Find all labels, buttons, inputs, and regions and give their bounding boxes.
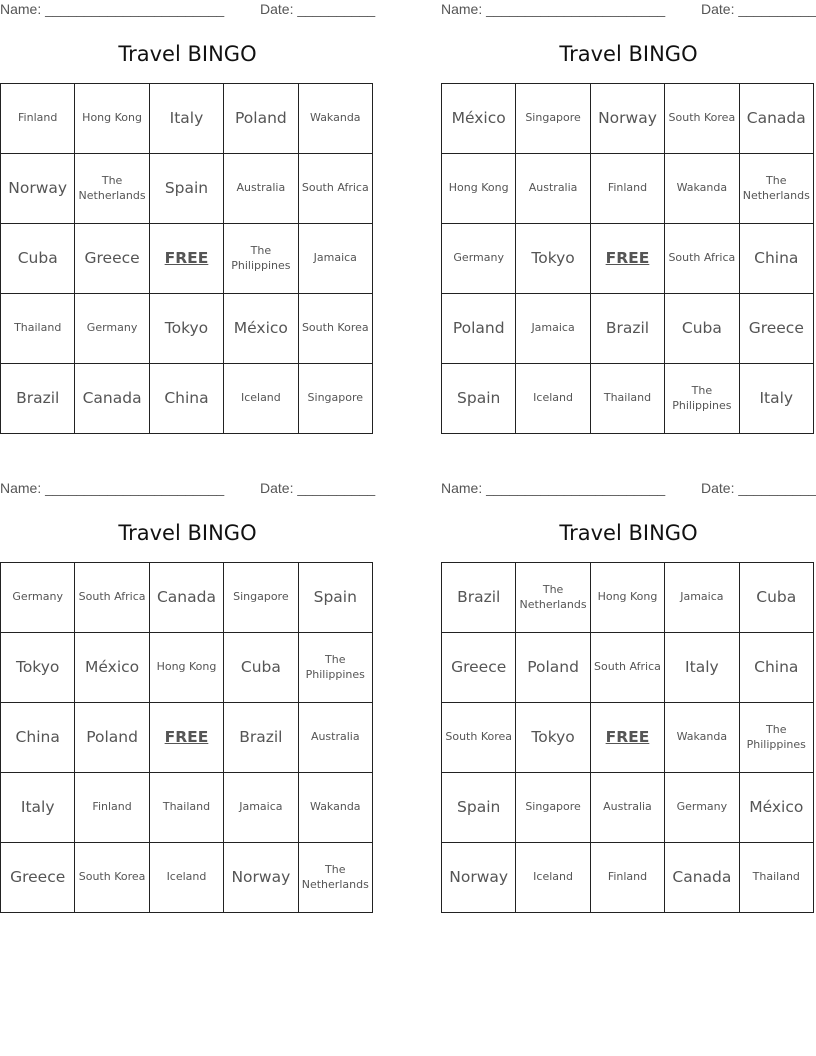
bingo-cell: Hong Kong (590, 563, 664, 633)
bingo-grid (441, 562, 814, 913)
bingo-cell: China (1, 703, 75, 773)
bingo-cell: South Africa (298, 154, 372, 224)
bingo-cell: Cuba (1, 224, 75, 294)
bingo-cell: South Korea (75, 843, 149, 913)
bingo-cell: South Korea (442, 703, 516, 773)
name-date-row (441, 480, 816, 500)
bingo-cell: Australia (224, 154, 298, 224)
bingo-cell: The Netherlands (516, 563, 590, 633)
bingo-cell: Poland (224, 84, 298, 154)
bingo-cell: The Philippines (665, 364, 739, 434)
bingo-cell: South Korea (665, 84, 739, 154)
bingo-cell: Finland (590, 843, 664, 913)
bingo-cell: The Philippines (739, 703, 813, 773)
bingo-cell: Norway (590, 84, 664, 154)
name-date-row (441, 1, 816, 21)
bingo-cell: Canada (149, 563, 223, 633)
bingo-cell: Wakanda (665, 703, 739, 773)
card-title: Travel BINGO (118, 42, 257, 66)
bingo-cell: Greece (1, 843, 75, 913)
bingo-cell: Jamaica (224, 773, 298, 843)
bingo-cell: Italy (739, 364, 813, 434)
bingo-cell: Tokyo (516, 703, 590, 773)
bingo-cell: Tokyo (516, 224, 590, 294)
bingo-cell: Norway (1, 154, 75, 224)
bingo-cell: Spain (442, 773, 516, 843)
bingo-cell: South Africa (665, 224, 739, 294)
bingo-cell: Thailand (149, 773, 223, 843)
bingo-cell: Jamaica (665, 563, 739, 633)
bingo-cell: The Philippines (298, 633, 372, 703)
card-title: Travel BINGO (559, 521, 698, 545)
bingo-cell: Greece (442, 633, 516, 703)
bingo-cell: Germany (1, 563, 75, 633)
bingo-cell: South Africa (75, 563, 149, 633)
bingo-cell: Hong Kong (442, 154, 516, 224)
bingo-cell: South Korea (298, 294, 372, 364)
bingo-cell: Cuba (224, 633, 298, 703)
name-line: Name: _______________________ (0, 480, 225, 496)
name-line: Name: _______________________ (0, 1, 225, 17)
bingo-cell: México (739, 773, 813, 843)
bingo-cell: Norway (442, 843, 516, 913)
bingo-cell: Poland (75, 703, 149, 773)
name-line: Name: _______________________ (441, 480, 666, 496)
bingo-cell: Germany (75, 294, 149, 364)
bingo-cell: Singapore (516, 84, 590, 154)
bingo-cell: Canada (739, 84, 813, 154)
name-line: Name: _______________________ (441, 1, 666, 17)
date-line: Date: __________ (701, 1, 816, 17)
bingo-cell: Thailand (739, 843, 813, 913)
bingo-cell: Australia (298, 703, 372, 773)
bingo-cell: South Africa (590, 633, 664, 703)
bingo-cell: Greece (75, 224, 149, 294)
bingo-cell: Norway (224, 843, 298, 913)
bingo-cell: Finland (590, 154, 664, 224)
bingo-cell: Wakanda (665, 154, 739, 224)
bingo-cell: Brazil (590, 294, 664, 364)
bingo-cell: Spain (298, 563, 372, 633)
bingo-grid (0, 83, 373, 434)
bingo-cell: Brazil (224, 703, 298, 773)
bingo-cell: Singapore (298, 364, 372, 434)
bingo-cell: The Netherlands (739, 154, 813, 224)
bingo-cell: Tokyo (1, 633, 75, 703)
bingo-cell: Iceland (516, 843, 590, 913)
bingo-cell: México (75, 633, 149, 703)
bingo-cell: Thailand (590, 364, 664, 434)
bingo-cell: The Netherlands (298, 843, 372, 913)
bingo-cell: China (739, 633, 813, 703)
bingo-cell: Tokyo (149, 294, 223, 364)
bingo-cell: Italy (149, 84, 223, 154)
name-date-row (0, 480, 375, 500)
bingo-cell: China (149, 364, 223, 434)
bingo-cell: Italy (665, 633, 739, 703)
bingo-cell: México (224, 294, 298, 364)
bingo-cell: Iceland (224, 364, 298, 434)
bingo-cell: Iceland (149, 843, 223, 913)
bingo-cell: Brazil (1, 364, 75, 434)
bingo-cell: Spain (442, 364, 516, 434)
bingo-cell: Wakanda (298, 84, 372, 154)
card-title: Travel BINGO (118, 521, 257, 545)
bingo-cell: Hong Kong (75, 84, 149, 154)
bingo-cell: Greece (739, 294, 813, 364)
bingo-cell: The Philippines (224, 224, 298, 294)
bingo-cell: Australia (590, 773, 664, 843)
bingo-cell: Thailand (1, 294, 75, 364)
bingo-grid (0, 562, 373, 913)
bingo-cell: Jamaica (298, 224, 372, 294)
date-line: Date: __________ (701, 480, 816, 496)
bingo-cell: Poland (442, 294, 516, 364)
free-space: FREE (590, 224, 664, 294)
bingo-cell: Cuba (665, 294, 739, 364)
bingo-cell: Finland (1, 84, 75, 154)
bingo-cell: Iceland (516, 364, 590, 434)
bingo-cell: Singapore (516, 773, 590, 843)
bingo-cell: Hong Kong (149, 633, 223, 703)
free-space: FREE (590, 703, 664, 773)
bingo-cell: Poland (516, 633, 590, 703)
date-line: Date: __________ (260, 480, 376, 496)
bingo-cell: Singapore (224, 563, 298, 633)
name-date-row (0, 1, 375, 21)
bingo-cell: Brazil (442, 563, 516, 633)
bingo-cell: China (739, 224, 813, 294)
bingo-cell: The Netherlands (75, 154, 149, 224)
card-title: Travel BINGO (559, 42, 698, 66)
bingo-cell: México (442, 84, 516, 154)
bingo-cell: Australia (516, 154, 590, 224)
bingo-cell: Finland (75, 773, 149, 843)
free-space: FREE (149, 224, 223, 294)
bingo-grid (441, 83, 814, 434)
bingo-cell: Germany (665, 773, 739, 843)
bingo-cell: Jamaica (516, 294, 590, 364)
bingo-cell: Germany (442, 224, 516, 294)
bingo-cell: Cuba (739, 563, 813, 633)
bingo-cell: Wakanda (298, 773, 372, 843)
date-line: Date: __________ (260, 1, 376, 17)
free-space: FREE (149, 703, 223, 773)
bingo-cell: Italy (1, 773, 75, 843)
bingo-cell: Spain (149, 154, 223, 224)
bingo-cell: Canada (75, 364, 149, 434)
bingo-cell: Canada (665, 843, 739, 913)
